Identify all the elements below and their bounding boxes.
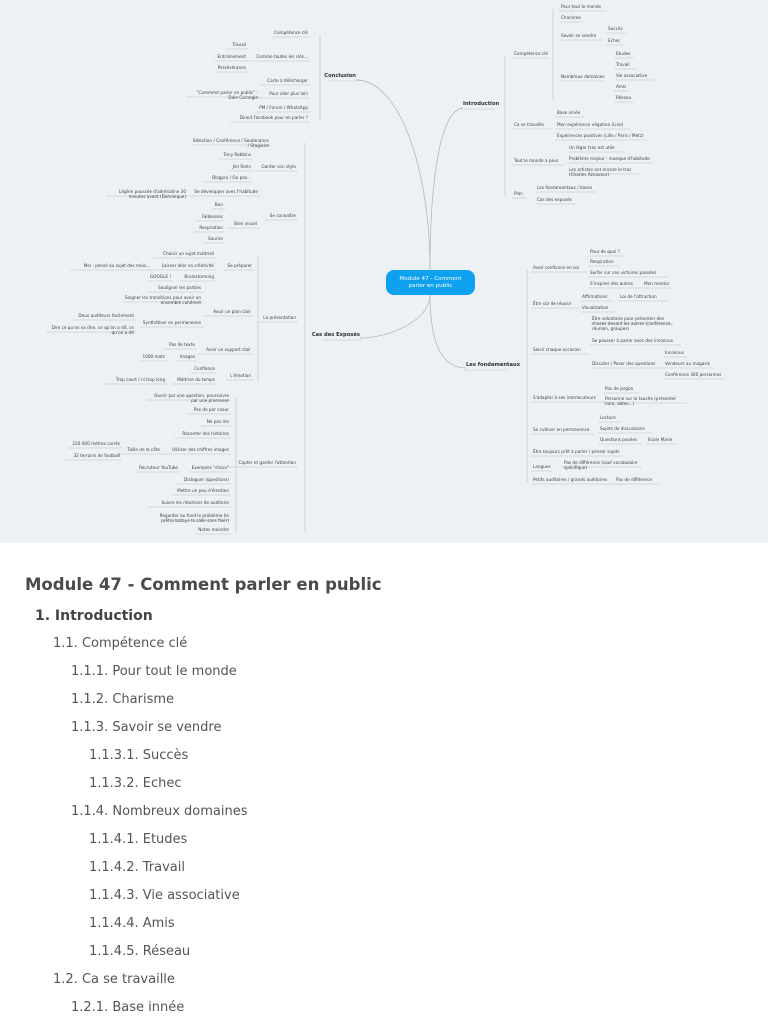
outline-title: Module 47 - Comment parler en public bbox=[25, 575, 382, 594]
node-cas-presentation-confiance[interactable]: Confiance bbox=[194, 366, 215, 371]
connector-cas bbox=[360, 295, 430, 338]
outline-item: 1.1.4.5. Réseau bbox=[89, 944, 191, 959]
outline-item: 1.1. Compétence clé bbox=[53, 636, 188, 651]
node-conclusion-competence[interactable]: Compétence clé bbox=[274, 30, 308, 35]
node-fondamentaux-langues-label[interactable]: Langues bbox=[533, 464, 551, 469]
node-cas-connaitre-legere[interactable]: Légère poussée d'adrénaline 30 minutes avant (Dominique) bbox=[118, 189, 186, 199]
node-fondamentaux-adapter-label[interactable]: S'adapter à ses interlocuteurs bbox=[533, 395, 596, 400]
node-introduction-competence-amis[interactable]: Amis bbox=[616, 84, 627, 89]
node-introduction-travaille-label[interactable]: Ca se travaille bbox=[514, 122, 544, 127]
node-cas-capter-recruteur[interactable]: Recruteur YouTube bbox=[139, 465, 178, 470]
outline-item: 1.1.4.1. Etudes bbox=[89, 832, 188, 847]
outline-item: 1.1.3.1. Succès bbox=[89, 748, 189, 763]
node-conclusion-perseverance[interactable]: Persévérance bbox=[217, 65, 246, 70]
outline-item: 1.1.4. Nombreux domaines bbox=[71, 804, 248, 819]
node-fondamentaux-etre-label[interactable]: Être sûr de réussir bbox=[533, 301, 572, 306]
connector-introduction bbox=[430, 108, 463, 270]
node-fondamentaux-avoir-label[interactable]: Avoir confiance en soi bbox=[533, 265, 579, 270]
node-fondamentaux-avoir-simpliquer[interactable]: S'inspirer des autres bbox=[590, 281, 633, 286]
node-cas-capter-dialoguer[interactable]: Dialoguer (questions) bbox=[183, 477, 229, 482]
node-cas-presentation-souligner[interactable]: Souligner les parties bbox=[158, 285, 201, 290]
node-fondamentaux-avoir-surfer[interactable]: Surfer sur ces victoires passées bbox=[590, 270, 657, 275]
outline-item: 1.1.3.2. Echec bbox=[89, 776, 182, 791]
node-conclusion-pm[interactable]: PM / Forum / WhatsApp bbox=[259, 105, 308, 110]
node-cas-presentation-avoir-support[interactable]: Avoir un support clair bbox=[206, 347, 251, 352]
node-introduction-competence-etudes[interactable]: Etudes bbox=[616, 51, 631, 56]
node-cas-capter-taille[interactable]: Taille de la côte bbox=[127, 447, 160, 452]
node-cas-connaitre-bon[interactable]: Bon bbox=[214, 202, 223, 207]
node-cas-capter-suivre[interactable]: Suivre les réactions de auditoire bbox=[161, 500, 229, 505]
node-fondamentaux-avoir-mon-mentor[interactable]: Mon mentor bbox=[644, 281, 670, 286]
node-cas-presentation-pas-texte[interactable]: Pas de texte bbox=[169, 342, 195, 347]
node-cas-capter-utiliser[interactable]: Utiliser des chiffres images bbox=[172, 447, 229, 452]
node-cas-presentation-emotion[interactable]: L'émotion bbox=[230, 373, 251, 378]
outline-item: 1.1.4.4. Amis bbox=[89, 916, 175, 931]
node-introduction-competence-nombreux[interactable]: Nombreux domaines bbox=[561, 74, 605, 79]
node-introduction-competence-charisme[interactable]: Charisme bbox=[561, 15, 581, 20]
node-conclusion-carte[interactable]: Carte à télécharger bbox=[267, 78, 308, 83]
outline-item: 1.1.4.2. Travail bbox=[89, 860, 185, 875]
node-conclusion-direct[interactable]: Direct Facebook pour en parler ? bbox=[239, 115, 308, 120]
node-fondamentaux-etre-loi[interactable]: Loi de l'attraction bbox=[620, 294, 657, 299]
node-fondamentaux-cultiver-questions[interactable]: Questions posées bbox=[600, 437, 637, 442]
outline-item: 1.1.2. Charisme bbox=[71, 692, 175, 707]
node-introduction-tout-artistes[interactable]: Les artistes ont encore le trac (Charles Aznavour) bbox=[569, 167, 632, 177]
outline-item: 1.2.1. Base innée bbox=[71, 1000, 185, 1015]
outline-item: 1.2. Ca se travaille bbox=[53, 972, 175, 987]
node-fondamentaux-cultiver-ecole[interactable]: Ecole Marie bbox=[648, 437, 673, 442]
node-cas-garder-selection[interactable]: Sélection / Conférence / Soutenance / Stagiaire bbox=[192, 138, 269, 148]
node-fondamentaux-avoir-pour-quoi[interactable]: Pour de quoi ? bbox=[590, 249, 620, 254]
node-introduction-competence-succes[interactable]: Succès bbox=[608, 26, 623, 31]
root-topic[interactable]: Module 47 - Comment parler en public bbox=[386, 270, 475, 295]
node-cas-capter-terrains[interactable]: 32 terrains de football bbox=[73, 453, 120, 458]
node-introduction-travaille-exp-pos[interactable]: Expériences positives (Lille / Paris / Metz) bbox=[557, 133, 644, 138]
node-cas-presentation-images[interactable]: Images bbox=[179, 354, 195, 359]
node-cas-presentation-dire[interactable]: Dire ce qu'on va dire, ce qu'on a dit, ce qu'on a dit bbox=[51, 325, 134, 335]
node-introduction-competence-travail[interactable]: Travail bbox=[616, 62, 630, 67]
node-cas-preparer-brainstorming[interactable]: Brainstorming bbox=[184, 274, 214, 279]
node-introduction-competence-echec[interactable]: Echec bbox=[608, 38, 621, 43]
node-conclusion-entrainement[interactable]: Entraînement bbox=[217, 54, 246, 59]
outline-panel bbox=[0, 555, 768, 1024]
node-cas-presentation-avoir-plan[interactable]: Avoir un plan clair bbox=[213, 309, 251, 314]
node-cas-garder-label[interactable]: Garder son style bbox=[261, 164, 296, 169]
node-cas-connaitre-se-developper[interactable]: Se développer avec l'habitude bbox=[194, 189, 258, 194]
node-cas-capter-mettre[interactable]: Mettre un peu d'émotion bbox=[177, 488, 229, 493]
node-cas-presentation-deux[interactable]: Deux auditeurs facilement bbox=[78, 313, 134, 318]
node-fondamentaux-adapter-personne[interactable]: Personne sur la touche (présenter nom, dates...) bbox=[605, 396, 677, 406]
node-introduction-tout-probleme[interactable]: Problème majeur : manque d'habitude bbox=[569, 156, 650, 161]
node-cas-presentation-maitrise[interactable]: Maîtrise du temps bbox=[177, 377, 215, 382]
node-cas-preparer-google[interactable]: GOOGLE ! bbox=[149, 274, 171, 279]
node-conclusion-label[interactable]: Conclusion bbox=[324, 73, 356, 79]
node-fondamentaux-adapter-pas-jargon[interactable]: Pas de jargon bbox=[605, 386, 634, 391]
node-introduction-travaille-base[interactable]: Base innée bbox=[557, 110, 581, 115]
node-cas-connaitre-label[interactable]: Se connaître bbox=[269, 213, 296, 218]
node-fondamentaux-etre-affirmations[interactable]: Affirmations bbox=[582, 294, 608, 299]
node-cas-capter-notes[interactable]: Notes moindre bbox=[198, 527, 229, 532]
node-conclusion-travail[interactable]: Travail bbox=[232, 42, 246, 47]
node-introduction-travaille-mon-exp[interactable]: Mon expérience négative (Lino) bbox=[557, 122, 624, 127]
node-introduction-plan-cas[interactable]: Cas des exposés bbox=[537, 197, 572, 202]
node-conclusion-comment[interactable]: Comme toutes les clés... bbox=[256, 54, 308, 59]
node-fondamentaux-avoir-respiration[interactable]: Respiration bbox=[590, 259, 614, 264]
node-fondamentaux-etre-visualisation[interactable]: Visualisation bbox=[582, 305, 609, 310]
node-fondamentaux-petits-pas-diff[interactable]: Pas de différence bbox=[616, 477, 653, 482]
node-fondamentaux-cultiver-label[interactable]: Se cultiver en permanence bbox=[533, 427, 590, 432]
node-cas-capter-stade[interactable]: 220 000 mètres carrés bbox=[72, 441, 120, 446]
node-cas-presentation-label[interactable]: La présentation bbox=[263, 315, 296, 320]
node-introduction-plan-label[interactable]: Plan bbox=[514, 191, 523, 196]
node-fondamentaux-saisir-label[interactable]: Saisir chaque occasion bbox=[533, 347, 581, 352]
node-cas-capter-raconter[interactable]: Raconter des histoires bbox=[182, 431, 229, 436]
node-cas-capter-ne-pas-lire[interactable]: Ne pas lire bbox=[206, 419, 229, 424]
node-cas-presentation-soigner[interactable]: Soigner les transitions pour avoir un ensemble cohérent bbox=[124, 295, 201, 305]
node-introduction-competence-vie-asso[interactable]: Vie associative bbox=[616, 73, 648, 78]
node-introduction-label[interactable]: Introduction bbox=[463, 101, 500, 107]
node-cas-connaitre-bien-visuel[interactable]: Bien visuel bbox=[234, 221, 257, 226]
node-cas-preparer-laisser[interactable]: Laisser aller sa créativité bbox=[161, 263, 214, 268]
node-fondamentaux-saisir-inconnus[interactable]: Inconnus bbox=[665, 350, 684, 355]
node-fondamentaux-label[interactable]: Les fondamentaux bbox=[466, 362, 521, 368]
node-conclusion-pour-aller[interactable]: Pour aller plus loin bbox=[269, 91, 308, 96]
node-fondamentaux-saisir-conference[interactable]: Conférence 300 personnes bbox=[665, 372, 722, 377]
node-cas-presentation-mille[interactable]: 1000 mots bbox=[142, 354, 165, 359]
node-cas-preparer-label[interactable]: Se préparer bbox=[227, 263, 252, 268]
node-cas-label[interactable]: Cas des Exposés bbox=[311, 332, 360, 338]
node-conclusion-livre[interactable]: "Comment parler en public" - Dale Carnegie bbox=[196, 90, 258, 100]
node-cas-capter-label[interactable]: Capter et garder l'attention bbox=[238, 460, 296, 465]
node-cas-presentation-synthetiser[interactable]: Synthétiser en permanence bbox=[142, 320, 201, 325]
node-fondamentaux-saisir-vendeurs[interactable]: Vendeurs au magasin bbox=[665, 361, 711, 366]
node-fondamentaux-etre-pret[interactable]: Être toujours prêt à parler / penser sujets bbox=[533, 449, 620, 454]
node-introduction-competence-label[interactable]: Compétence clé bbox=[514, 51, 548, 56]
node-cas-capter-regarder[interactable]: Regarder au fond le problème (le prêtre bataye la salle sans fixer) bbox=[159, 513, 229, 523]
node-cas-capter-exemples[interactable]: Exemples "chocs" bbox=[191, 465, 229, 470]
node-introduction-tout-leger[interactable]: Un léger trac est utile bbox=[569, 145, 615, 150]
node-fondamentaux-cultiver-lecture[interactable]: Lecture bbox=[600, 415, 616, 420]
node-introduction-tout-label[interactable]: Tout le monde a peur bbox=[514, 158, 559, 163]
node-cas-connaitre-respiration[interactable]: Respiration bbox=[199, 225, 223, 230]
node-fondamentaux-saisir-discuter[interactable]: Discuter / Poser des questions bbox=[592, 361, 656, 366]
node-cas-presentation-trop-court[interactable]: Trop court / ni trop long bbox=[115, 377, 165, 382]
node-introduction-competence-reseau[interactable]: Réseau bbox=[616, 95, 632, 100]
node-cas-garder-tony[interactable]: Tony Robbins bbox=[223, 152, 251, 157]
node-cas-capter-ouvrir[interactable]: Ouvrir par une question, poursuivre par une promesse bbox=[154, 393, 229, 403]
node-introduction-plan-fondamentaux[interactable]: Les fondamentaux / bases bbox=[537, 185, 593, 190]
outline-item: 1.1.1. Pour tout le monde bbox=[71, 664, 237, 679]
outline-item: 1.1.4.3. Vie associative bbox=[89, 888, 240, 903]
node-fondamentaux-langues-pas-diff[interactable]: Pas de différence (sauf vocabulaire spécifique) bbox=[564, 460, 638, 470]
node-fondamentaux-petits-label[interactable]: Petits auditoires / grands auditoires bbox=[533, 477, 608, 482]
node-cas-preparer-choisir[interactable]: Choisir un sujet maîtrisé bbox=[163, 251, 214, 256]
node-cas-garder-blogpro[interactable]: Blogpro / Ou pas... bbox=[212, 175, 251, 180]
connector-fondamentaux bbox=[430, 295, 466, 368]
node-cas-connaitre-faiblesses[interactable]: Faiblesses bbox=[201, 214, 223, 219]
node-fondamentaux-saisir-se-pousser[interactable]: Se pousser à parler avec des inconnus bbox=[592, 338, 673, 343]
outline-item: 1. Introduction bbox=[35, 608, 153, 624]
node-introduction-competence-savoir[interactable]: Savoir se vendre bbox=[561, 33, 597, 38]
node-cas-capter-pas-par-coeur[interactable]: Pas de par coeur bbox=[193, 407, 229, 412]
node-cas-garder-jim[interactable]: Jim Rohn bbox=[232, 164, 251, 169]
node-cas-connaitre-sourire[interactable]: Sourire bbox=[208, 236, 223, 241]
node-fondamentaux-saisir-etre-volontaire[interactable]: Être volontaire pour présenter des choses devant les autres (conférence, réunion, groupes) bbox=[592, 316, 672, 331]
connector-conclusion bbox=[356, 80, 430, 270]
node-cas-preparer-moi[interactable]: Moi : pensé au sujet des mois... bbox=[83, 263, 150, 268]
node-introduction-competence-pour-tout[interactable]: Pour tout le monde bbox=[561, 4, 602, 9]
outline-item: 1.1.3. Savoir se vendre bbox=[71, 720, 222, 735]
node-fondamentaux-cultiver-sujets[interactable]: Sujets de discussions bbox=[600, 426, 645, 431]
